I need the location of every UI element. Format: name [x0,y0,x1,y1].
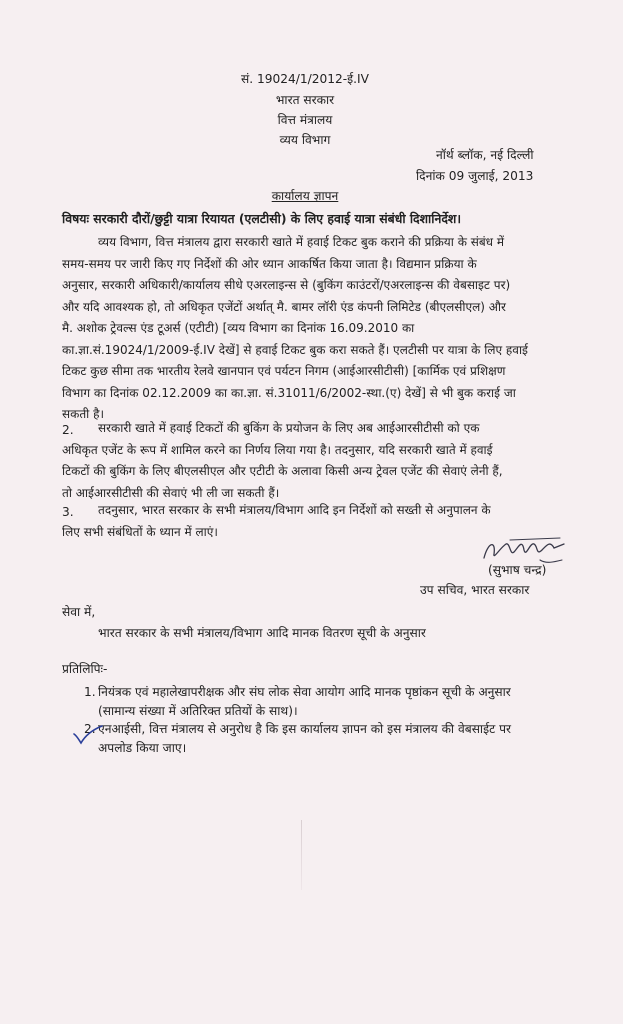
handwritten-check-mark [72,724,104,746]
copy-item-1-number: 1. [84,685,96,699]
para2-line: टिकटों की बुकिंग के लिए बीएलसीएल और एटीटी के अलावा किसी अन्य ट्रेवल एजेंट की सेवाएं लेनी हैं, [62,464,503,478]
para1-line: विभाग का दिनांक 02.12.2009 का का.ज्ञा. सं.31011/6/2002-स्था.(ए) देखें] से भी बुक कराई जा [62,385,516,400]
para1-line: व्यय विभाग, वित्त मंत्रालय द्वारा सरकारी खाते में हवाई टिकट बुक कराने की प्रक्रिया के संबंध में [98,235,505,249]
department-line: व्यय विभाग [279,133,331,147]
para1-line: और यदि आवश्यक हो, तो अधिकृत एजेंटों अर्थात् मै. बामर लॉरी एंड कंपनी लिमिटेड (बीएलसीएल) और [62,299,506,314]
para2-line: सरकारी खाते में हवाई टिकटों की बुकिंग के प्रयोजन के लिए अब आईआरसीटीसी को एक [98,421,480,435]
ministry-line: वित्त मंत्रालय [277,113,333,127]
government-line: भारत सरकार [275,93,335,107]
document-type: कार्यालय ज्ञापन [271,189,339,203]
to-label: सेवा में, [62,605,96,619]
paragraph-2 [62,418,548,504]
para1-line: सकती है। [62,407,105,421]
copy-item-1-line: (सामान्य संख्या में अतिरिक्त प्रतियों के साथ)। [98,704,298,718]
copy-item-1-line: नियंत्रक एवं महालेखापरीक्षक और संघ लोक सेवा आयोग आदि मानक पृष्ठांकन सूची के अनुसार [98,685,511,699]
copy-to-label: प्रतिलिपिः- [62,662,108,676]
signatory-name: (सुभाष चन्द्र) [488,563,547,577]
para2-line: अधिकृत एजेंट के रूप में शामिल करने का निर्णय लिया गया है। तदनुसार, यदि सरकारी खाते में हवाई [62,442,493,457]
para3-line: तदनुसार, भारत सरकार के सभी मंत्रालय/विभाग आदि इन निर्देशों को सख्ती से अनुपालन के [98,503,491,517]
para1-line: समय-समय पर जारी किए गए निर्देशों की ओर ध्यान आकर्षित किया जाता है। विद्यमान प्रक्रिया के [62,256,477,271]
paragraph-3 [62,500,548,543]
copy-item-2-number: 2. [84,722,96,736]
reference-number: सं. 19024/1/2012-ई.IV [241,72,369,86]
paragraph-3-number: 3. [62,505,74,519]
to-text: भारत सरकार के सभी मंत्रालय/विभाग आदि मानक वितरण सूची के अनुसार [98,626,426,640]
place-line: नॉर्थ ब्लॉक, नई दिल्ली [436,148,534,162]
para1-line: अनुसार, सरकारी अधिकारी/कार्यालय सीधे एअरलाइन्स से (बुकिंग काउंटरों/एअरलाइन्स की वेबसाइट पर) [62,278,511,292]
para1-line: का.ज्ञा.सं.19024/1/2009-ई.IV देखें] से हवाई टिकट बुक करा सकते हैं। एलटीसी पर यात्रा के लिए हवाई [62,342,528,357]
para3-line: लिए सभी संबंधितों के ध्यान में लाएं। [62,524,218,539]
signatory-title: उप सचिव, भारत सरकार [420,583,530,597]
date-line: दिनांक 09 जुलाई, 2013 [416,169,534,183]
para1-line: मै. अशोक ट्रेवल्स एंड टूअर्स (एटीटी) [व्यय विभाग का दिनांक 16.09.2010 का [62,321,415,335]
subject-line: विषयः सरकारी दौरों/छुट्टी यात्रा रियायत (एलटीसी) के लिए हवाई यात्रा संबंधी दिशानिर्देश। [62,211,462,226]
paragraph-2-number: 2. [62,423,74,437]
paper-fold-mark [301,820,302,890]
copy-item-2-line: अपलोड किया जाए। [98,741,187,755]
para1-line: टिकट कुछ सीमा तक भारतीय रेलवे खानपान एवं पर्यटन निगम (आईआरसीटीसी) [कार्मिक एवं प्रशिक्षण [62,364,506,378]
copy-item-2-line: एनआईसी, वित्त मंत्रालय से अनुरोध है कि इस कार्यालय ज्ञापन को इस मंत्रालय की वेबसाईट पर [98,722,511,736]
para2-line: तो आईआरसीटीसी की सेवाएं भी ली जा सकती हैं। [62,485,280,500]
paragraph-1 [62,232,548,426]
